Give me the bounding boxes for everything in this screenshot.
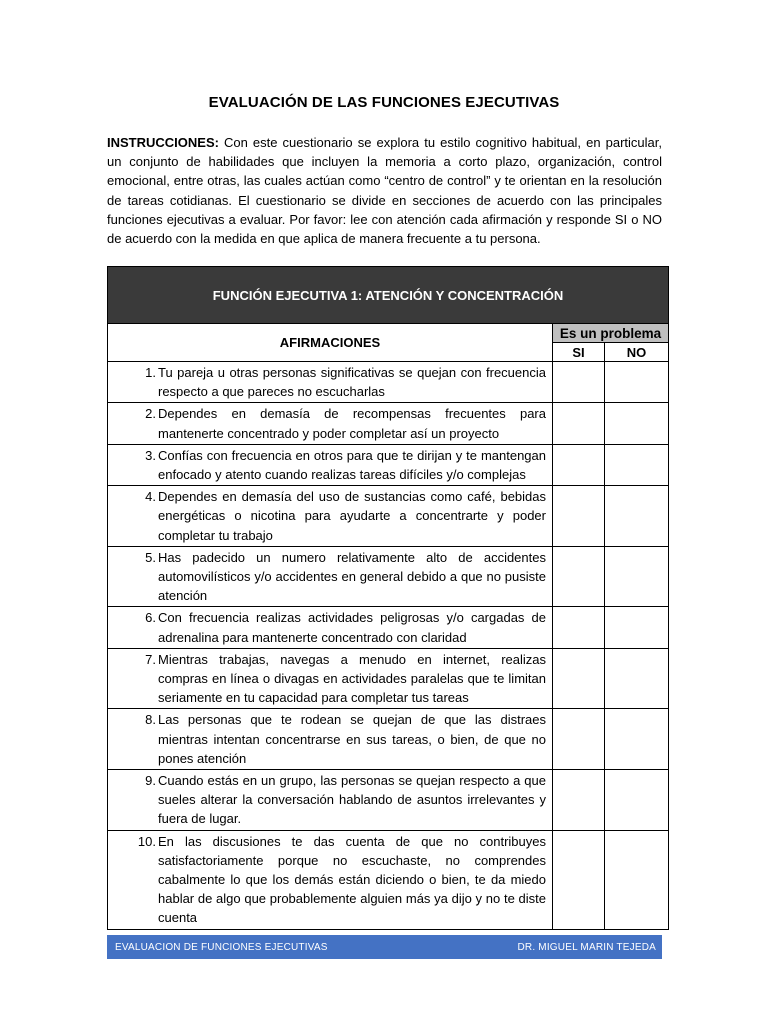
affirmation-cell — [108, 362, 553, 403]
answer-no-cell[interactable] — [605, 830, 669, 929]
answer-yes-cell[interactable] — [553, 546, 605, 607]
table-row — [108, 648, 669, 709]
table-row — [108, 403, 669, 444]
table-row — [108, 362, 669, 403]
yes-header: SI — [553, 343, 605, 362]
item-text: Tu pareja u otras personas significativas se quejan con frecuencia respecto a que pareces no escucharlas — [158, 365, 546, 400]
questionnaire-table — [107, 266, 669, 930]
item-text: Dependes en demasía del uso de sustancias como café, bebidas energéticas o nicotina para ayudarte a concentrarte y poder completar tu trabajo — [158, 489, 546, 543]
affirmation-cell — [108, 444, 553, 485]
footer-left-text: EVALUACION DE FUNCIONES EJECUTIVAS — [115, 941, 328, 953]
answer-yes-cell[interactable] — [553, 770, 605, 831]
affirmation-cell — [108, 830, 553, 929]
item-number: 2. — [145, 406, 156, 422]
answer-yes-cell[interactable] — [553, 362, 605, 403]
item-text: Con frecuencia realizas actividades peligrosas y/o cargadas de adrenalina para mantenerte concentrado con claridad — [158, 610, 546, 645]
table-row — [108, 486, 669, 547]
table-row — [108, 830, 669, 929]
answer-no-cell[interactable] — [605, 607, 669, 648]
item-number: 1. — [145, 365, 156, 380]
item-text: Mientras trabajas, navegas a menudo en internet, realizas compras en línea o divagas en actividades paralelas que te limitan seriamente en tu capacidad para completar tus tareas — [158, 651, 546, 706]
answer-yes-cell[interactable] — [553, 486, 605, 547]
affirmation-cell — [108, 770, 553, 831]
table-row — [108, 770, 669, 831]
page-footer — [107, 935, 662, 959]
answer-yes-cell[interactable] — [553, 403, 605, 444]
answer-no-cell[interactable] — [605, 770, 669, 831]
item-number: 8. — [145, 712, 156, 728]
table-row — [108, 607, 669, 648]
answer-yes-cell[interactable] — [553, 607, 605, 648]
answer-no-cell[interactable] — [605, 444, 669, 485]
affirmation-cell — [108, 648, 553, 709]
instructions-label: INSTRUCCIONES: — [107, 135, 219, 150]
section-title: FUNCIÓN EJECUTIVA 1: ATENCIÓN Y CONCENTRACIÓN — [108, 267, 669, 324]
answer-no-cell[interactable] — [605, 403, 669, 444]
item-number: 10. — [137, 833, 156, 849]
table-row — [108, 546, 669, 607]
answer-no-cell[interactable] — [605, 362, 669, 403]
answer-yes-cell[interactable] — [553, 444, 605, 485]
item-number: 6. — [145, 610, 156, 626]
item-text: Has padecido un numero relativamente alto de accidentes automovilísticos y/o accidentes en general debido a que no pusiste atención — [158, 549, 546, 604]
table-row — [108, 709, 669, 770]
problem-header: Es un problema — [553, 324, 669, 343]
affirmation-cell — [108, 546, 553, 607]
item-text: Confías con frecuencia en otros para que te dirijan y te mantengan enfocado y atento cuando realizas tareas difíciles y/o complejas — [158, 447, 546, 483]
answer-no-cell[interactable] — [605, 648, 669, 709]
affirmations-header: AFIRMACIONES — [108, 324, 553, 362]
item-text: Las personas que te rodean se quejan de que las distraes mientras intentan concentrarse en sus tareas, o bien, de que no pones atención — [158, 712, 546, 766]
answer-yes-cell[interactable] — [553, 709, 605, 770]
footer-right-text: DR. MIGUEL MARIN TEJEDA — [517, 941, 656, 953]
affirmation-cell — [108, 709, 553, 770]
document-title: EVALUACIÓN DE LAS FUNCIONES EJECUTIVAS — [208, 94, 560, 111]
item-number: 9. — [145, 773, 156, 789]
answer-yes-cell[interactable] — [553, 648, 605, 709]
affirmation-cell — [108, 486, 553, 547]
item-number: 7. — [145, 651, 156, 667]
item-number: 4. — [145, 489, 156, 505]
instructions-text: Con este cuestionario se explora tu estilo cognitivo habitual, en particular, un conjunto de habilidades que incluyen la memoria a corto plazo, organización, control emocional, entre otras, las cuales actúan como “centro de control” y te orientan en la resolución de tareas cotidianas. El cuestionario se divide en secciones de acuerdo con las principales funciones ejecutivas a evaluar. Por favor: lee con atención cada afirmación y responde SI o NO de acuerdo con la medida en que aplica de manera frecuente a tu persona. — [107, 135, 662, 247]
answer-no-cell[interactable] — [605, 709, 669, 770]
no-header: NO — [605, 343, 669, 362]
table-row — [108, 444, 669, 485]
affirmation-cell — [108, 403, 553, 444]
answer-yes-cell[interactable] — [553, 830, 605, 929]
item-text: En las discusiones te das cuenta de que no contribuyes satisfactoriamente porque no escuchaste, no comprendes cabalmente lo que los demás están diciendo o bien, te da miedo hablar de algo que probablemente alguien más ya dijo y no te diste cuenta — [158, 833, 546, 926]
item-text: Cuando estás en un grupo, las personas se quejan respecto a que sueles alterar la conversación hablando de asuntos irrelevantes y fuera de lugar. — [158, 773, 546, 827]
answer-no-cell[interactable] — [605, 546, 669, 607]
item-number: 3. — [145, 447, 156, 463]
affirmation-cell — [108, 607, 553, 648]
instructions-paragraph — [107, 133, 662, 248]
answer-no-cell[interactable] — [605, 486, 669, 547]
item-text: Dependes en demasía de recompensas frecuentes para mantenerte concentrado y poder completar así un proyecto — [158, 406, 546, 441]
item-number: 5. — [145, 549, 156, 565]
